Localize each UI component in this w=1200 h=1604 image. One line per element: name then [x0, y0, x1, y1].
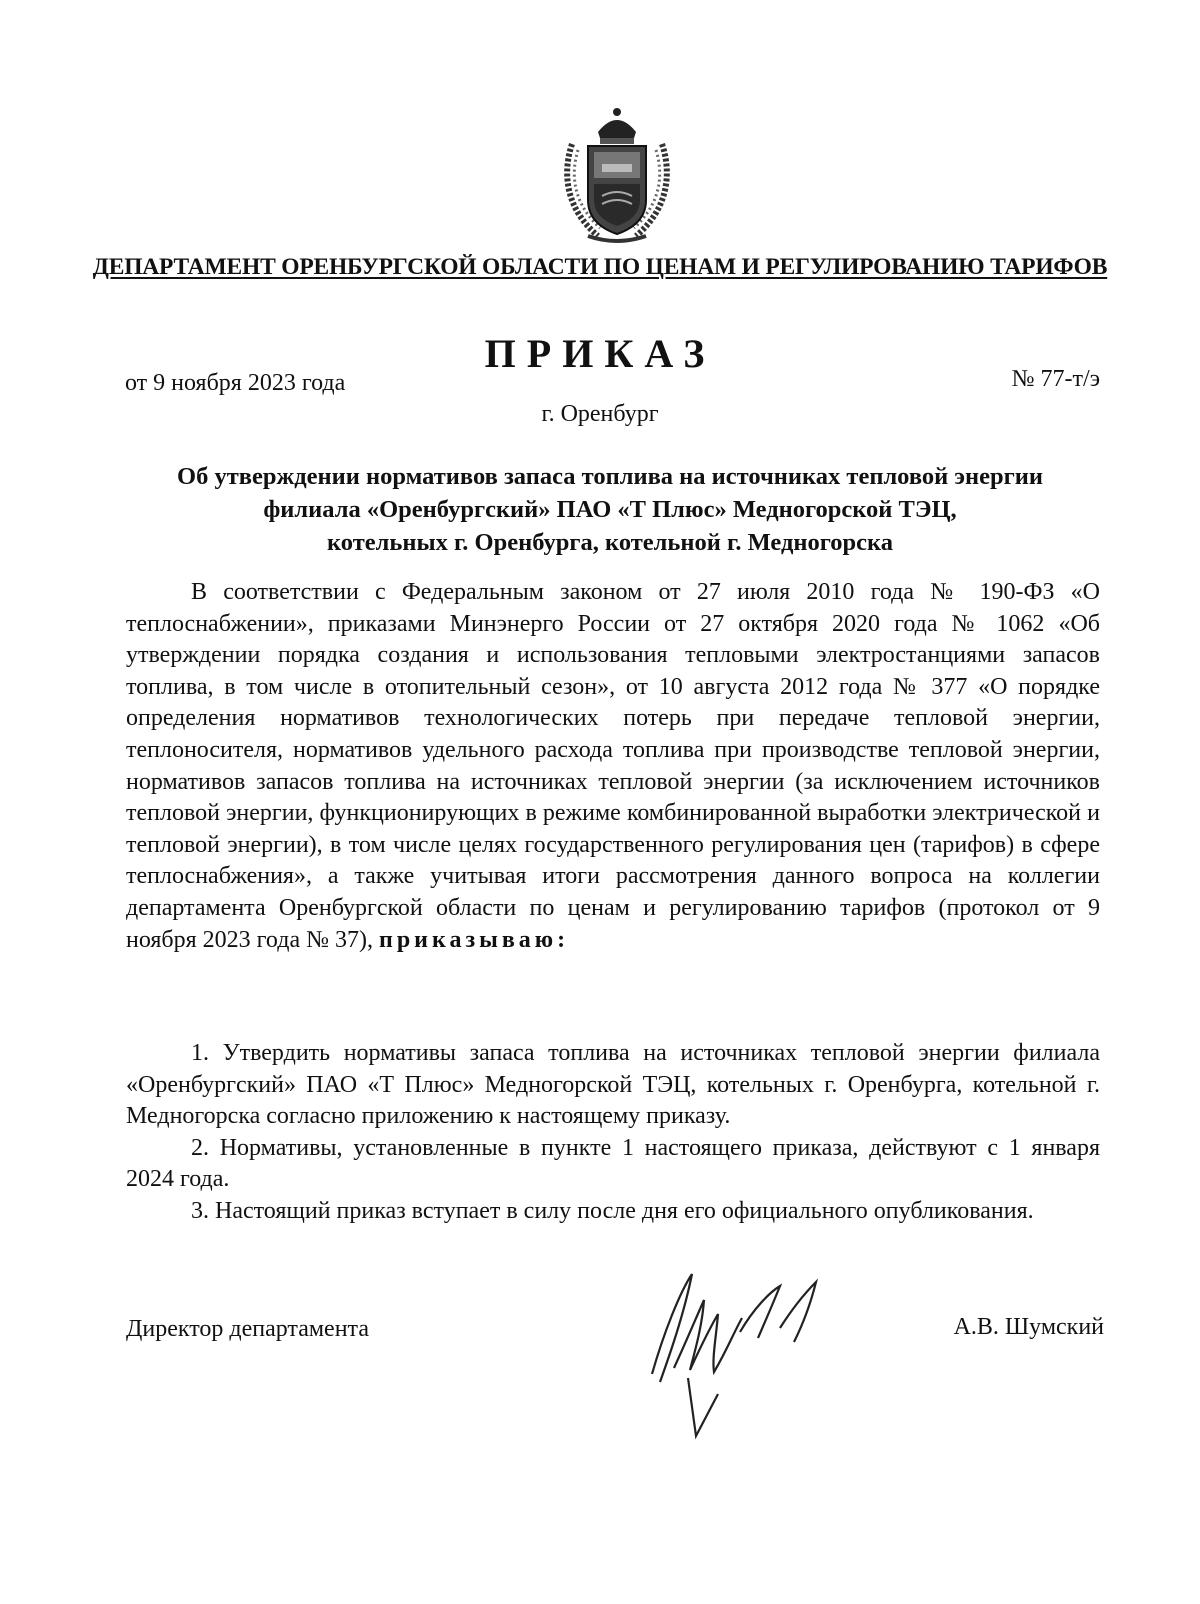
handwritten-signature — [630, 1262, 850, 1442]
department-name: ДЕПАРТАМЕНТ ОРЕНБУРГСКОЙ ОБЛАСТИ ПО ЦЕНАМ И РЕГУЛИРОВАНИЮ ТАРИФОВ — [92, 254, 1108, 280]
order-word: приказываю: — [378, 926, 570, 953]
subject-line-2: филиала «Оренбургский» ПАО «Т Плюс» Медногорской ТЭЦ, — [263, 496, 957, 523]
coat-of-arms-emblem — [558, 104, 676, 246]
subject-line-3: котельных г. Оренбурга, котельной г. Медногорска — [327, 529, 893, 556]
order-item-2: 2. Нормативы, установленные в пункте 1 настоящего приказа, действуют с 1 января 2024 года. — [126, 1134, 1100, 1193]
order-item-3: 3. Настоящий приказ вступает в силу после дня его официального опубликования. — [191, 1197, 1034, 1224]
order-number: № 77-т/э — [1011, 366, 1100, 392]
order-subject — [120, 460, 1100, 559]
subject-line-1: Об утверждении нормативов запаса топлива на источниках тепловой энергии — [177, 463, 1043, 490]
document-type-title: ПРИКАЗ — [484, 331, 716, 376]
order-items — [126, 1038, 1100, 1228]
order-item-1: 1. Утвердить нормативы запаса топлива на источниках тепловой энергии филиала «Оренбургский» ПАО «Т Плюс» Медногорской ТЭЦ, котельных г. Оренбурга, котельной г. Медногорска согласно приложению к настоящему приказу. — [126, 1040, 1100, 1130]
order-date: от 9 ноября 2023 года — [125, 370, 346, 396]
order-city: г. Оренбург — [541, 401, 659, 427]
signer-name: А.В. Шумский — [953, 1314, 1104, 1340]
preamble — [126, 577, 1100, 956]
signer-position: Директор департамента — [126, 1316, 369, 1342]
preamble-text: В соответствии с Федеральным законом от 27 июля 2010 года № 190-ФЗ «О теплоснабжении», приказами Минэнерго России от 27 октября 2020 года № 1062 «Об утверждении порядка создания и использования тепловыми электростанциями запасов топлива, в том числе в отопительный сезон», от 10 августа 2012 года № 377 «О порядке определения нормативов технологических потерь при передаче тепловой энергии, теплоносителя, нормативов удельного расхода топлива при производстве тепловой энергии, нормативов запасов топлива на источниках тепловой энергии (за исключением источников тепловой энергии, функционирующих в режиме комбинированной выработки электрической и тепловой энергии), в том числе целях государственного регулирования цен (тарифов) в сфере теплоснабжения», а также учитывая итоги рассмотрения данного вопроса на коллегии департамента Оренбургской области по ценам и регулированию тарифов (протокол от 9 ноября 2023 года № 37), — [126, 579, 1100, 953]
